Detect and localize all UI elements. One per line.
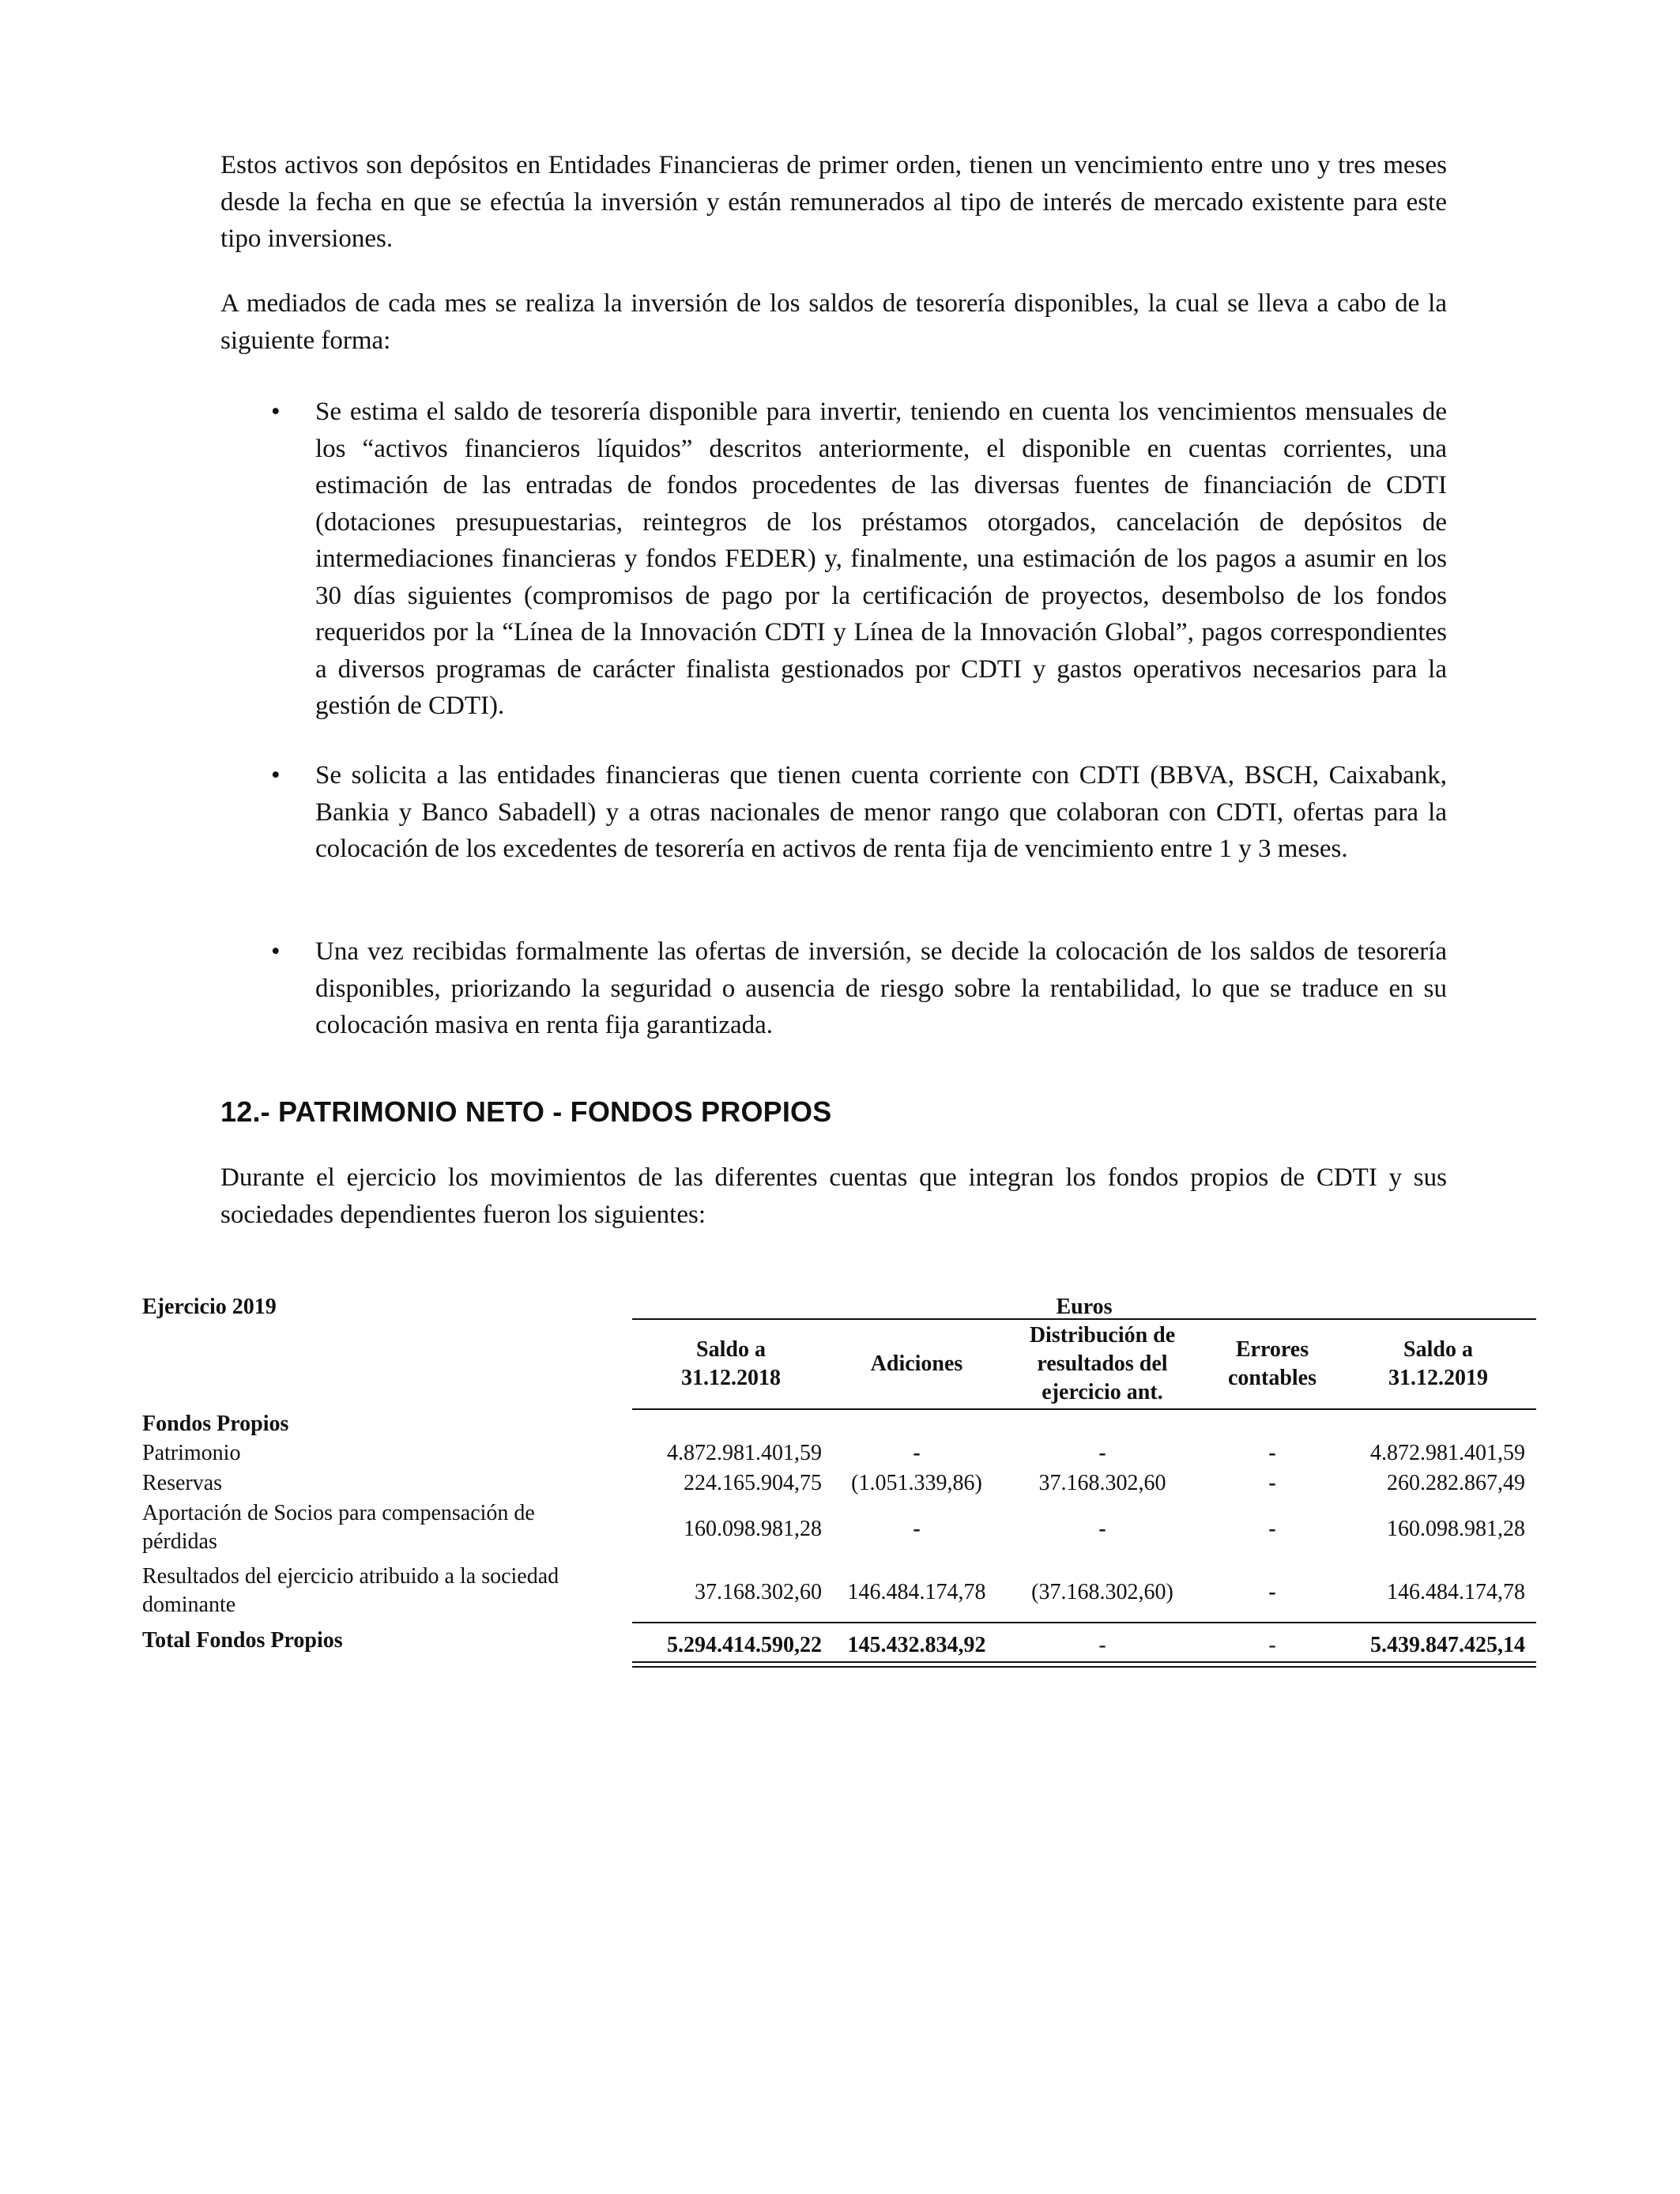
bullet-symbol: •	[271, 761, 281, 790]
cell-saldo-2018: 4.872.981.401,59	[667, 1441, 822, 1465]
intro-paragraph-2: A mediados de cada mes se realiza la inversión de los saldos de tesorería disponibles, la cual se lleva a cabo de la siguiente forma:	[220, 289, 1447, 355]
column-header-errores-line1: Errores	[1235, 1337, 1309, 1362]
total-top-rule	[632, 1622, 1536, 1623]
cell-saldo-2018: 37.168.302,60	[695, 1580, 822, 1604]
currency-header: Euros	[1056, 1295, 1113, 1319]
total-saldo-2019: 5.439.847.425,14	[1370, 1633, 1525, 1657]
total-saldo-2018: 5.294.414.590,22	[667, 1633, 822, 1657]
header-bottom-rule	[632, 1408, 1536, 1410]
cell-saldo-2019: 4.872.981.401,59	[1370, 1441, 1525, 1465]
total-distribucion: -	[1098, 1633, 1106, 1657]
cell-errores: -	[1268, 1580, 1276, 1604]
bullet-text: Se solicita a las entidades financieras que tienen cuenta corriente con CDTI (BBVA, BSCH, Caixabank, Bankia y Banco Sabadell) y a otras nacionales de menor rango que colaboran con CDTI, ofertas para la colocación de los excedentes de tesorería en activos de renta fija de vencimiento entre 1 y 3 meses.	[315, 761, 1447, 863]
bullet-symbol: •	[271, 398, 281, 426]
cell-distribucion: 37.168.302,60	[1038, 1471, 1166, 1495]
column-header-distribucion-line3: ejercicio ant.	[1042, 1380, 1163, 1404]
row-label: Aportación de Socios para compensación de pérdidas	[142, 1501, 535, 1554]
row-label: Reservas	[142, 1471, 223, 1495]
cell-saldo-2018: 160.098.981,28	[684, 1517, 822, 1541]
bullet-text: Se estima el saldo de tesorería disponible para invertir, teniendo en cuenta los vencimientos mensuales de los “activos financieros líquidos” descritos anteriormente, el disponible en cuentas corrientes, una estimación de las entradas de fondos procedentes de las diversas fuentes de financiación de CDTI (dotaciones presupuestarias, reintegros de los préstamos otorgados, cancelación de depósitos de intermediaciones financieras y fondos FEDER) y, finalmente, una estimación de los pagos a asumir en los 30 días siguientes (compromisos de pago por la certificación de proyectos, desembolso de los fondos requeridos por la “Línea de la Innovación CDTI y Línea de la Innovación Global”, pagos correspondientes a diversos programas de carácter finalista gestionados por CDTI y gastos operativos necesarios para la gestión de CDTI).	[315, 398, 1447, 720]
cell-saldo-2019: 146.484.174,78	[1387, 1580, 1525, 1604]
total-double-rule-1	[632, 1661, 1536, 1663]
total-errores: -	[1268, 1633, 1276, 1657]
cell-saldo-2018: 224.165.904,75	[684, 1471, 822, 1495]
table-year-label: Ejercicio 2019	[142, 1295, 277, 1319]
cell-distribucion: (37.168.302,60)	[1031, 1580, 1173, 1604]
row-label: Resultados del ejercicio atribuido a la sociedad dominante	[142, 1564, 559, 1617]
row-label: Patrimonio	[142, 1441, 241, 1465]
cell-distribucion: -	[1098, 1517, 1106, 1541]
group-label: Fondos Propios	[142, 1412, 289, 1436]
bullet-symbol: •	[271, 937, 281, 966]
cell-adiciones: -	[913, 1517, 921, 1541]
column-header-distribucion-line1: Distribución de	[1029, 1323, 1176, 1348]
section-intro: Durante el ejercicio los movimientos de las diferentes cuentas que integran los fondos propios de CDTI y sus sociedades dependientes fueron los siguientes:	[220, 1163, 1447, 1229]
section-heading: 12.- PATRIMONIO NETO - FONDOS PROPIOS	[220, 1095, 832, 1128]
total-adiciones: 145.432.834,92	[847, 1633, 986, 1657]
total-label: Total Fondos Propios	[142, 1628, 343, 1653]
intro-paragraph-1: Estos activos son depósitos en Entidades Financieras de primer orden, tienen un vencimiento entre uno y tres meses desde la fecha en que se efectúa la inversión y están remunerados al tipo de interés de mercado existente para este tipo inversiones.	[220, 151, 1447, 253]
column-header-adiciones: Adiciones	[870, 1351, 963, 1376]
cell-adiciones: 146.484.174,78	[847, 1580, 986, 1604]
cell-saldo-2019: 160.098.981,28	[1387, 1517, 1525, 1541]
column-header-saldo-2019-line2: 31.12.2019	[1388, 1366, 1488, 1390]
cell-errores: -	[1268, 1441, 1276, 1465]
column-header-saldo-2019-line1: Saldo a	[1403, 1337, 1473, 1362]
header-top-rule	[632, 1318, 1536, 1320]
cell-saldo-2019: 260.282.867,49	[1387, 1471, 1525, 1495]
column-header-saldo-2018-line1: Saldo a	[696, 1337, 766, 1362]
cell-errores: -	[1268, 1517, 1276, 1541]
column-header-saldo-2018-line2: 31.12.2018	[681, 1366, 781, 1390]
cell-errores: -	[1268, 1471, 1276, 1495]
cell-adiciones: (1.051.339,86)	[851, 1471, 982, 1495]
column-header-errores-line2: contables	[1228, 1366, 1317, 1390]
column-header-distribucion-line2: resultados del	[1037, 1351, 1168, 1376]
bullet-text: Una vez recibidas formalmente las ofertas de inversión, se decide la colocación de los saldos de tesorería disponibles, priorizando la seguridad o ausencia de riesgo sobre la rentabilidad, lo que se traduce en su colocación masiva en renta fija garantizada.	[315, 937, 1447, 1039]
total-double-rule-2	[632, 1666, 1536, 1668]
cell-distribucion: -	[1098, 1441, 1106, 1465]
cell-adiciones: -	[913, 1441, 921, 1465]
